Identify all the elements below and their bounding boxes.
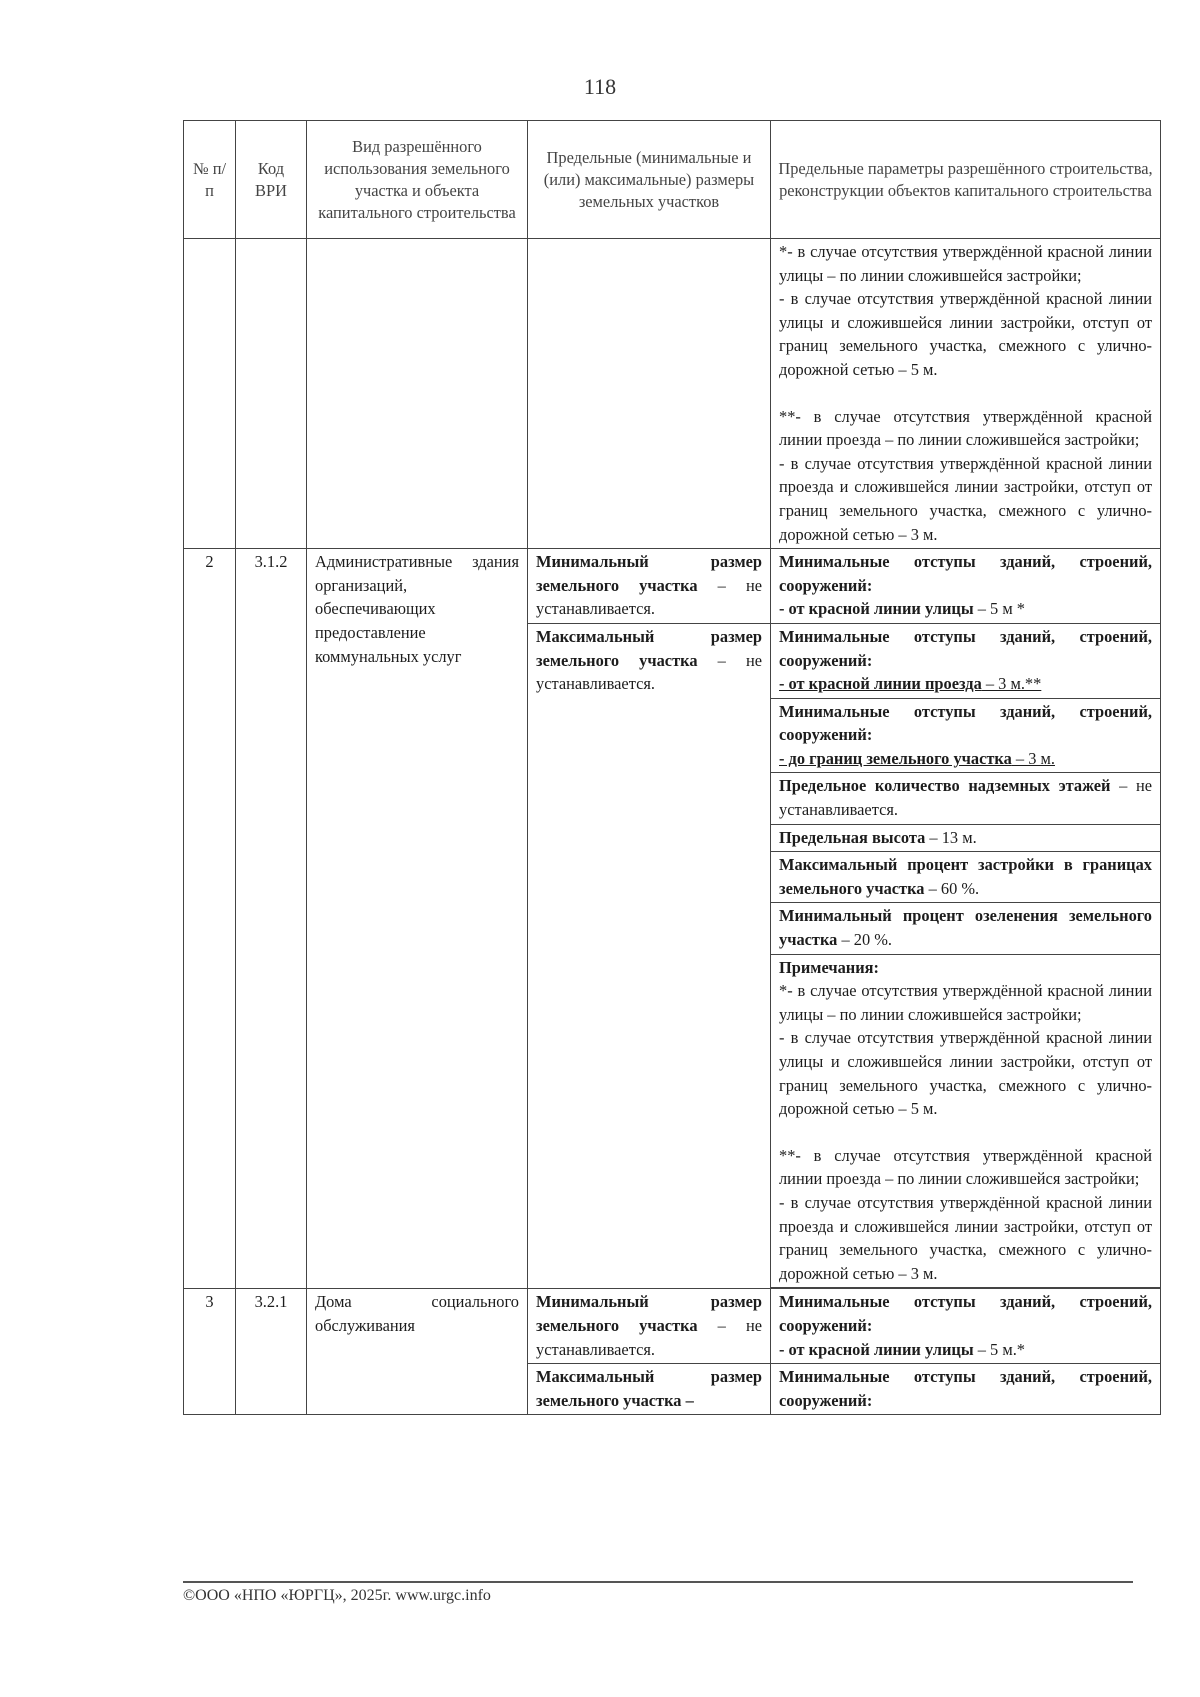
setback-boundary-label: - до границ земельного участка <box>779 748 1012 768</box>
min-size-title: Минимальный размер земельного участка <box>536 552 762 595</box>
cell-min-size <box>528 549 771 624</box>
setback-title: Минимальные отступы зданий, строений, сооружений: <box>779 1367 1152 1410</box>
header-code: Код ВРИ <box>236 121 307 239</box>
min-size-title: Минимальный размер земельного участка <box>536 1292 762 1335</box>
note-street-setback: - в случае отсутствия утверждённой красной линии улицы и сложившейся линии застройки, отступ от границ земельного участка, смежного с улично-дорожной сетью – 5 м. <box>779 1028 1152 1119</box>
min-size-value: – не устанавливается. <box>536 1315 763 1359</box>
green-percent-title: Минимальный процент озеленения земельного участка <box>779 906 1152 950</box>
table-row <box>184 239 1161 549</box>
page-number: 118 <box>583 74 617 99</box>
setback-boundary-value: – 3 м. <box>1011 748 1055 768</box>
green-percent-value: – 20 %. <box>837 930 892 950</box>
note-passage: **- в случае отсутствия утверждённой красной линии проезда – по линии сложившейся застройки; <box>779 1145 1152 1189</box>
cell-notes-continued <box>771 239 1161 549</box>
cell-max-size <box>528 1364 771 1415</box>
cell-build-percent <box>771 852 1161 903</box>
header-sizes: Предельные (минимальные и (или) максимальные) размеры земельных участков <box>528 121 771 239</box>
cell-setback-street <box>771 549 1161 624</box>
cell-max-size <box>528 623 771 1288</box>
min-size-value: – не устанавливается. <box>536 575 763 619</box>
note-passage-setback: - в случае отсутствия утверждённой красной линии проезда и сложившейся линии застройки, отступ от границ земельного участка, смежного с улично-дорожной сетью – 3 м. <box>779 1192 1152 1283</box>
setback-title: Минимальные отступы зданий, строений, сооружений: <box>779 626 1152 670</box>
cell-code <box>236 239 307 549</box>
setback-street-label: - от красной линии улицы <box>779 599 974 619</box>
cell-floors <box>771 773 1161 824</box>
setback-street-value: – 5 м.* <box>973 1339 1025 1359</box>
setback-passage-value: – 3 м.** <box>981 674 1042 694</box>
cell-sizes <box>528 239 771 549</box>
footer-divider <box>183 1581 1133 1583</box>
floors-title: Предельное количество надземных этажей <box>779 776 1111 796</box>
cell-num: 3 <box>184 1289 236 1415</box>
setback-street-label: - от красной линии улицы <box>779 1339 974 1359</box>
cell-setback-street <box>771 1289 1161 1364</box>
cell-code: 3.2.1 <box>236 1289 307 1415</box>
setback-passage-label: - от красной линии проезда <box>779 674 982 694</box>
cell-num: 2 <box>184 549 236 1289</box>
header-use: Вид разрешённого использования земельного участка и объекта капитального строительства <box>307 121 528 239</box>
table-row <box>184 549 1161 624</box>
cell-use: Административные здания организаций, обеспечивающих предоставление коммунальных услуг <box>307 549 528 1289</box>
note-passage: **- в случае отсутствия утверждённой красной линии проезда – по линии сложившейся застройки; <box>779 406 1152 450</box>
height-title: Предельная высота <box>779 827 926 847</box>
max-size-title: Максимальный размер земельного участка <box>536 626 762 670</box>
cell-min-size <box>528 1289 771 1364</box>
note-street: *- в случае отсутствия утверждённой красной линии улицы – по линии сложившейся застройки; <box>779 242 1152 285</box>
cell-notes <box>771 954 1161 1288</box>
header-num: № п/п <box>184 121 236 239</box>
header-params: Предельные параметры разрешённого строительства, реконструкции объектов капитального строительства <box>771 121 1161 239</box>
regulations-table <box>183 120 1161 1415</box>
note-street-setback: - в случае отсутствия утверждённой красной линии улицы и сложившейся линии застройки, отступ от границ земельного участка, смежного с улично-дорожной сетью – 5 м. <box>779 289 1152 379</box>
footer-copyright: ©ООО «НПО «ЮРГЦ», 2025г. www.urgc.info <box>183 1587 491 1604</box>
notes-title: Примечания: <box>779 957 879 977</box>
setback-title: Минимальные отступы зданий, строений, сооружений: <box>779 701 1152 745</box>
table-row <box>184 1289 1161 1364</box>
setback-title: Минимальные отступы зданий, строений, сооружений: <box>779 552 1152 595</box>
cell-use <box>307 239 528 549</box>
build-percent-title: Максимальный процент застройки в границах земельного участка <box>779 855 1152 898</box>
cell-setback-title <box>771 1364 1161 1415</box>
max-size-value: – не устанавливается. <box>536 650 763 694</box>
floors-value: – не устанавливается. <box>779 776 1152 820</box>
cell-setback-passage <box>771 623 1161 698</box>
height-value: – 13 м. <box>925 827 977 847</box>
max-size-title: Максимальный размер земельного участка – <box>536 1367 762 1410</box>
cell-code: 3.1.2 <box>236 549 307 1289</box>
cell-height <box>771 824 1161 852</box>
cell-num <box>184 239 236 549</box>
cell-use: Дома социального обслуживания <box>307 1289 528 1415</box>
build-percent-value: – 60 %. <box>924 878 980 898</box>
note-passage-setback: - в случае отсутствия утверждённой красной линии проезда и сложившейся линии застройки, отступ от границ земельного участка, смежного с улично-дорожной сетью – 3 м. <box>779 453 1152 544</box>
cell-setback-boundary <box>771 698 1161 773</box>
note-street: *- в случае отсутствия утверждённой красной линии улицы – по линии сложившейся застройки; <box>779 981 1152 1024</box>
table-header-row <box>184 121 1161 239</box>
cell-green-percent <box>771 903 1161 954</box>
setback-street-value: – 5 м * <box>973 599 1025 619</box>
setback-title: Минимальные отступы зданий, строений, сооружений: <box>779 1292 1152 1335</box>
